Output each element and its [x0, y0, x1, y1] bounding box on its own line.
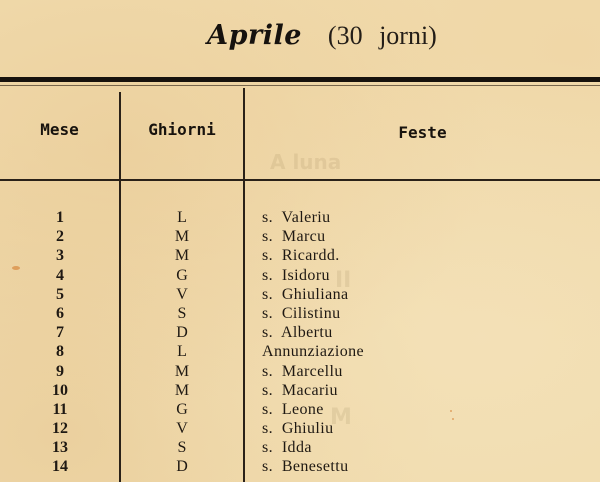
- day-number: 3: [56, 247, 64, 265]
- weekday-letter: G: [176, 266, 188, 284]
- weekday-letter: L: [177, 209, 187, 226]
- feast-name: s. Ghiuliana: [262, 285, 349, 303]
- show-through-text: A luna: [270, 150, 342, 174]
- table-row: [0, 457, 600, 476]
- table-row: [0, 323, 600, 342]
- table-row: [0, 304, 600, 323]
- day-number: 14: [52, 458, 68, 476]
- table-row: [0, 246, 600, 265]
- weekday-letter: S: [177, 304, 187, 322]
- weekday-letter: V: [176, 420, 188, 438]
- top-rule-thick: [0, 77, 600, 82]
- feast-name: Annunziazione: [262, 343, 365, 361]
- day-number: 10: [52, 381, 68, 399]
- table-row: [0, 208, 600, 227]
- show-through-text: II: [335, 268, 352, 293]
- weekday-letter: D: [176, 458, 188, 476]
- feast-name: s. Marcu: [262, 228, 326, 246]
- feast-name: s. Ghiuliu: [262, 420, 334, 438]
- feast-name: s. Isidoru: [262, 266, 330, 284]
- feast-name: s. Leone: [262, 400, 324, 418]
- top-rule-thin: [0, 85, 600, 86]
- weekday-letter: S: [177, 439, 187, 457]
- table-row: [0, 400, 600, 419]
- table-row: [0, 362, 600, 381]
- header-rule: [0, 179, 600, 181]
- calendar-table-body: [0, 208, 600, 477]
- table-row: [0, 285, 600, 304]
- day-number: 7: [56, 324, 64, 342]
- weekday-letter: V: [176, 285, 188, 303]
- table-row: [0, 419, 600, 438]
- feast-name: s. Macariu: [262, 381, 338, 399]
- weekday-letter: M: [174, 362, 190, 380]
- weekday-letter: M: [174, 228, 190, 246]
- column-header-ghiorni: Ghiorni: [148, 120, 216, 139]
- show-through-text: M: [330, 405, 352, 430]
- day-number: 13: [52, 439, 68, 457]
- month-days-note: (30 jorni): [327, 21, 437, 50]
- day-number: 5: [56, 285, 64, 303]
- table-row: [0, 381, 600, 400]
- table-row: [0, 227, 600, 246]
- weekday-letter: D: [176, 324, 188, 342]
- column-header-mese: Mese: [40, 120, 79, 139]
- day-number: 9: [56, 362, 64, 380]
- column-header-feste: Feste: [398, 123, 447, 142]
- day-number: 8: [56, 343, 64, 361]
- weekday-letter: M: [174, 381, 190, 399]
- weekday-letter: L: [177, 343, 187, 361]
- feast-name: s. Marcellu: [262, 362, 343, 380]
- day-number: 2: [56, 228, 64, 246]
- table-row: [0, 438, 600, 457]
- feast-name: s. Benesettu: [262, 458, 349, 476]
- day-number: 4: [56, 266, 64, 284]
- weekday-letter: M: [174, 247, 190, 265]
- feast-name: s. Albertu: [262, 324, 333, 342]
- feast-name: s. Valeriu: [262, 209, 331, 226]
- day-number: 11: [52, 400, 68, 418]
- month-name: Aprile: [207, 20, 302, 51]
- table-row: [0, 342, 600, 361]
- page-title: [0, 20, 600, 51]
- feast-name: s. Ricardd.: [262, 247, 340, 265]
- table-row: [0, 266, 600, 285]
- day-number: 1: [56, 209, 64, 226]
- feast-name: s. Cilistinu: [262, 304, 341, 322]
- day-number: 12: [52, 420, 68, 438]
- feast-name: s. Idda: [262, 439, 312, 457]
- weekday-letter: G: [176, 400, 188, 418]
- day-number: 6: [56, 304, 64, 322]
